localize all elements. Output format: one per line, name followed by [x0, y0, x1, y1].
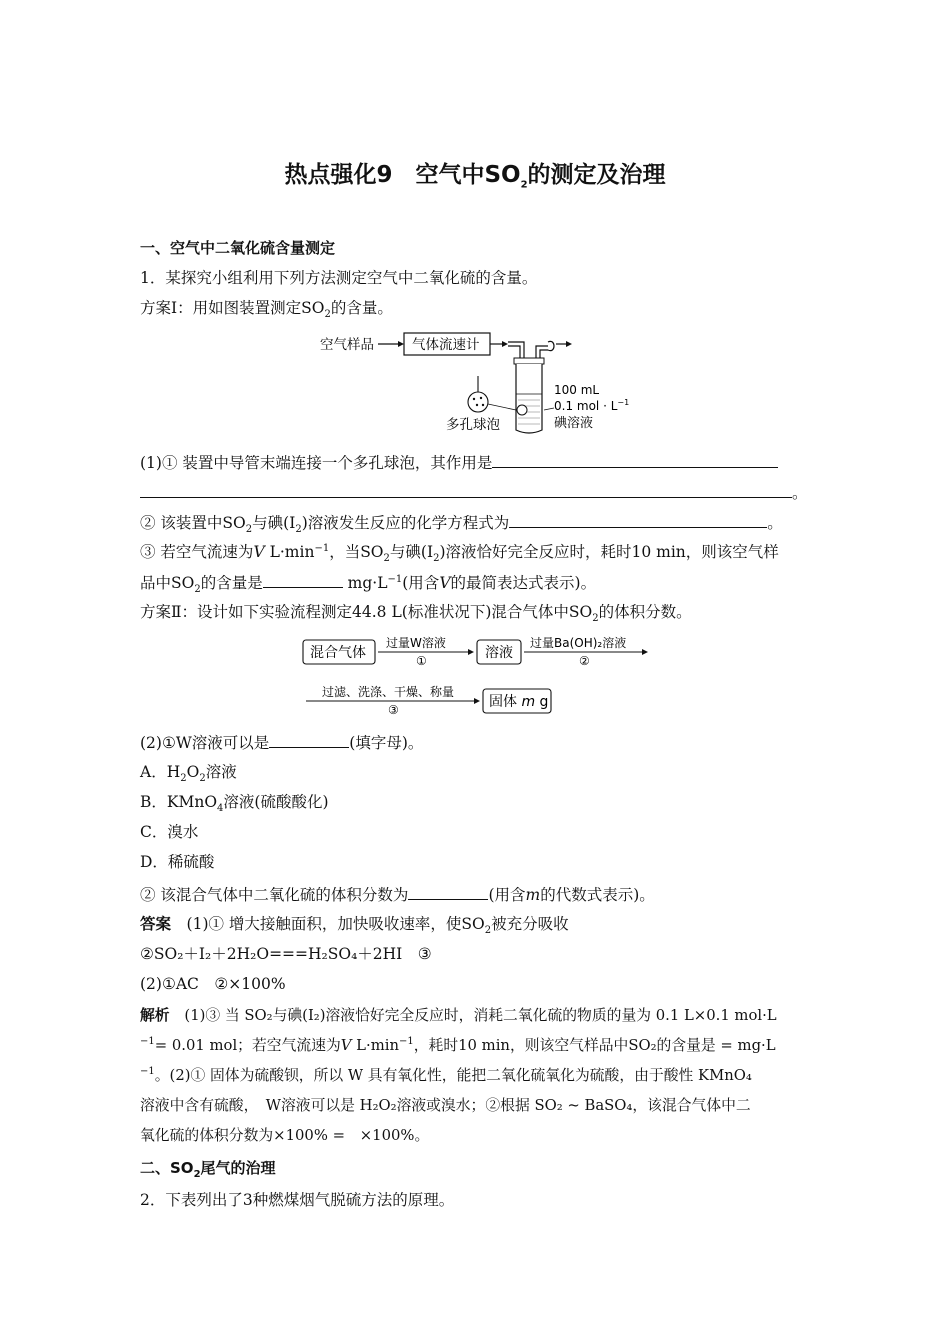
bottle — [516, 364, 542, 433]
section-heading-1: 一、空气中二氧化硫含量测定 — [140, 239, 336, 257]
question-2-intro: 2．下表列出了3种燃煤烟气脱硫方法的原理。 — [140, 1191, 455, 1209]
air-sample-label: 空气样品 — [320, 337, 374, 353]
porous-bulb-icon — [468, 392, 488, 412]
step2-reagent: 过量Ba(OH)₂溶液 — [530, 636, 627, 650]
answer-blank[interactable] — [509, 512, 767, 528]
porous-bulb-label: 多孔球泡 — [446, 417, 500, 433]
explanation-line-3: $^{-1}$。(2)① 固体为硫酸钡，所以 W 具有氧化性，能把二氧化硫氧化为硫酸，由于酸性 KMnO₄ — [140, 1066, 752, 1084]
volume-label: 100 mL — [554, 383, 600, 397]
step2-number: ② — [579, 654, 590, 668]
step3-number: ③ — [388, 703, 399, 717]
q1-part1: (1)① 装置中导管末端连接一个多孔球泡，其作用是 — [140, 452, 778, 473]
q2-part2: ② 该混合气体中二氧化硫的体积分数为 (用含m的代数式表示)。 — [140, 886, 655, 904]
step3-process: 过滤、洗涤、干燥、称量 — [322, 685, 455, 699]
step1-number: ① — [416, 654, 427, 668]
answer-blank[interactable] — [492, 452, 778, 468]
question-1-intro: 1．某探究小组利用下列方法测定空气中二氧化硫的含量。 — [140, 269, 538, 287]
explanation-line-1: 解析 (1)③ 当 SO₂与碘(I₂)溶液恰好完全反应时，消耗二氧化硫的物质的量为 0.1 L×0.1 mol·L — [140, 1007, 777, 1024]
answer-blank[interactable] — [408, 884, 488, 900]
flowchart-diagram — [300, 632, 660, 720]
q1-part2: ② 该装置中$SO_2$与碘$(I_2)$溶液发生反应的化学方程式为 。 — [140, 514, 783, 536]
explanation-line-5: 氧化硫的体积分数为×100% = ×100%。 — [140, 1127, 430, 1144]
apparatus-diagram — [318, 328, 638, 438]
option-a: A．$H_2O_2$溶液 — [140, 763, 237, 785]
option-d: D．稀硫酸 — [140, 853, 215, 871]
answer-blank[interactable] — [263, 572, 343, 588]
q2-part1: (2)①W溶液可以是 (填字母)。 — [140, 734, 424, 752]
option-c: C．溴水 — [140, 823, 199, 841]
solution-label: 溶液 — [485, 645, 513, 661]
answer-blank[interactable] — [269, 732, 349, 748]
q1-part3-cont: 品中$SO_2$的含量是 $mg\cdot L^{-1}$(用含V的最简表达式表示)。 — [140, 573, 597, 596]
conc-label: 0.1 mol · $L^{-1}$ — [554, 398, 630, 413]
explanation-line-2: $^{-1}$= 0.01 mol；若空气流速为V $L\cdot\min^{-1}$，耗时10 min，则该空气样品中SO₂的含量是 = mg·L — [140, 1036, 776, 1054]
flowmeter-label: 气体流速计 — [412, 337, 480, 353]
section-heading-2: 二、$SO_2$尾气的治理 — [140, 1159, 276, 1180]
answer-blank[interactable] — [140, 482, 792, 498]
option-b: B．KMnO$_4$溶液(硫酸酸化) — [140, 793, 329, 815]
explanation-line-4: 溶液中含有硫酸， W溶液可以是 H₂O₂溶液或溴水；②根据 SO₂ ~ BaSO₄，该混合气体中二 — [140, 1097, 751, 1114]
q1-part3: ③ 若空气流速为V $L\cdot\min^{-1}$，当$SO_2$与碘$(I_2)$溶液恰好完全反应时，耗时10 min，则该空气样 — [140, 542, 779, 565]
plan-1: 方案Ⅰ：用如图装置测定$SO_2$的含量。 — [140, 299, 393, 321]
mixed-gas-label: 混合气体 — [310, 645, 366, 661]
plan-2: 方案Ⅱ：设计如下实验流程测定44.8 L(标准状况下)混合气体中$SO_2$的体积分数。 — [140, 603, 692, 625]
iodine-label: 碘溶液 — [554, 416, 594, 431]
answer-line-1: 答案 (1)① 增大接触面积，加快吸收速率，使$SO_2$被充分吸收 — [140, 915, 569, 937]
solid-label: 固体 m g — [489, 694, 549, 710]
answer-line-3: (2)①AC ②×100% — [140, 975, 286, 993]
page-title: 热点强化9 空气中$SO_2$的测定及治理 — [284, 162, 666, 191]
step1-reagent: 过量W溶液 — [386, 636, 446, 650]
answer-line-2: ②SO₂＋I₂＋2H₂O===H₂SO₄＋2HI ③ — [140, 945, 432, 963]
q1-part1-cont: 。 — [140, 482, 808, 503]
